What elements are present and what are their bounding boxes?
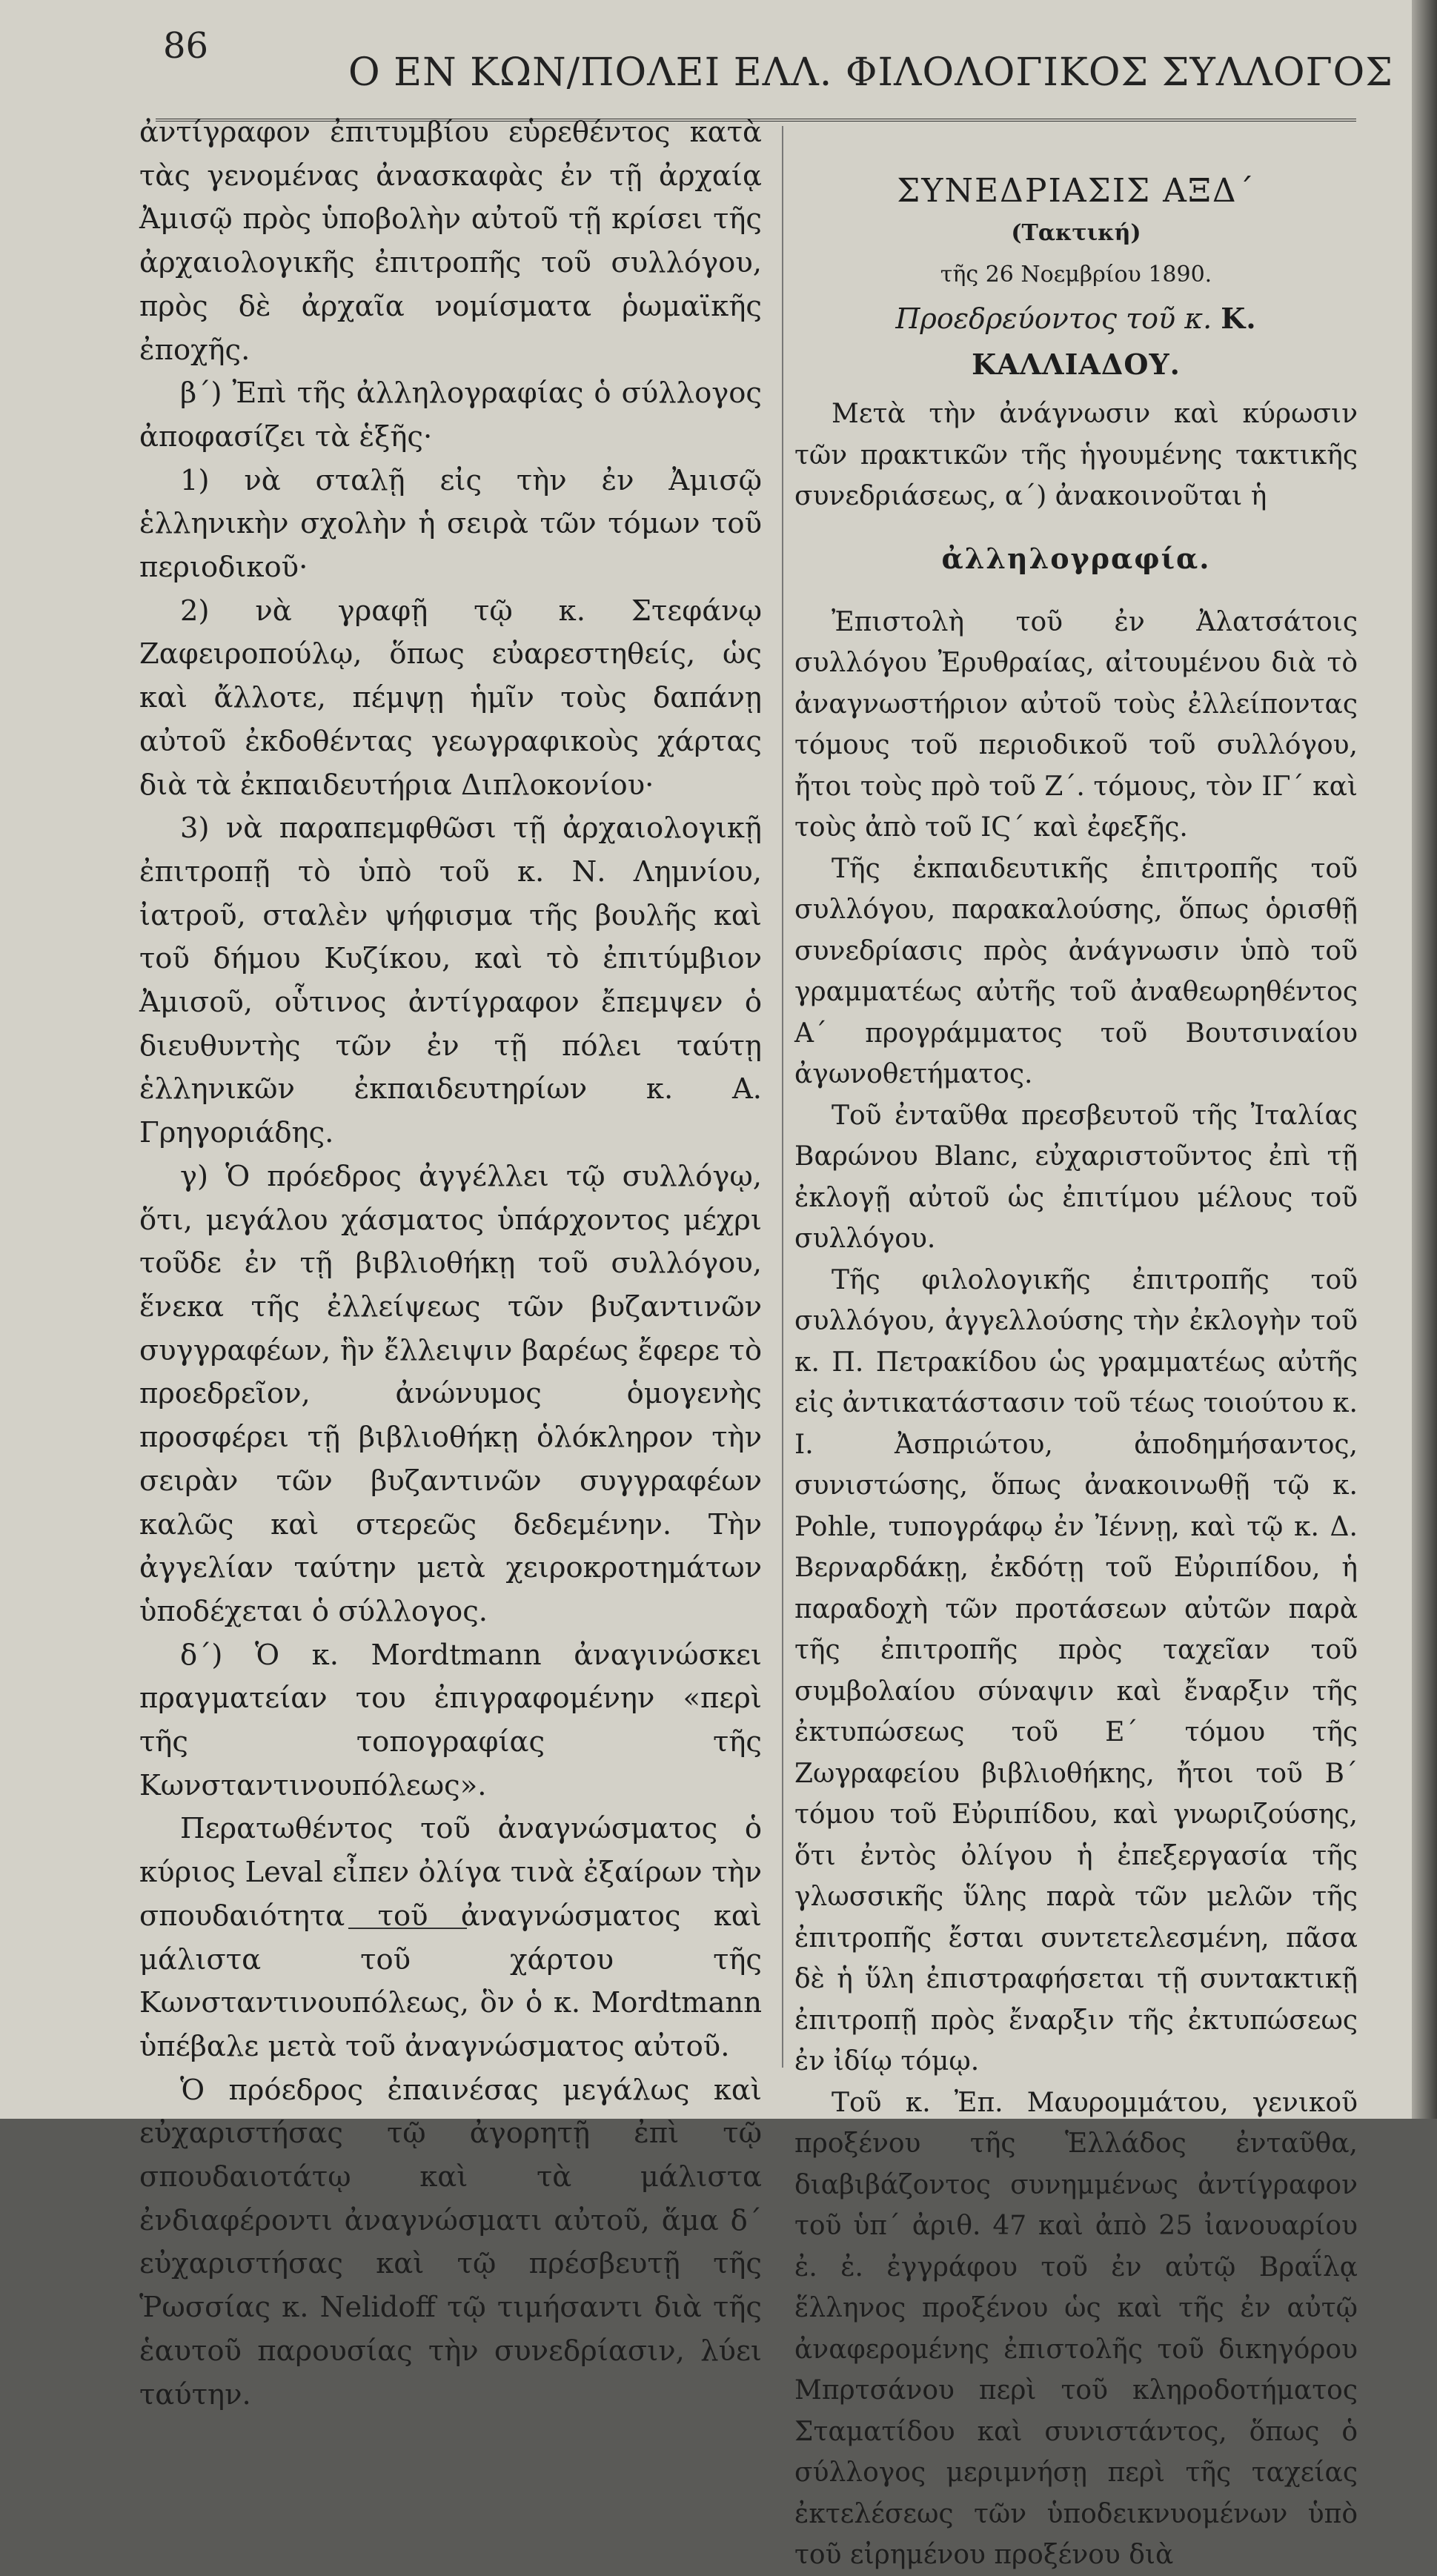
paragraph: Περατωθέντος τοῦ ἀναγνώσματος ὁ κύριος Leval εἶπεν ὀλίγα τινὰ ἐξαίρων τὴν σπουδαιότητα τοῦ ἀναγνώσματος καὶ μάλιστα τοῦ χάρτου τῆς Κωνσταντινουπόλεως, ὃν ὁ κ. Mordtmann ὑπέβαλε μετὰ τοῦ ἀναγνώσματος αὐτοῦ.: [139, 1812, 762, 2063]
paragraph: δ΄) Ὁ κ. Mordtmann ἀναγινώσκει πραγματείαν του ἐπιγραφομένην «περὶ τῆς τοπογραφίας τῆς Κωνσταντινουπόλεως».: [139, 1638, 762, 1802]
intro-paragraph: Μετὰ τὴν ἀνάγνωσιν καὶ κύρωσιν τῶν πρακτικῶν τῆς ἡγουμένης τακτικῆς συνεδριάσεως, α΄) ἀνακοινοῦται ἡ: [794, 399, 1358, 511]
page-number: 86: [163, 25, 209, 67]
paragraph: Ὁ πρόεδρος ἐπαινέσας μεγάλως καὶ εὐχαριστήσας τῷ ἀγορητῇ ἐπὶ τῷ σπουδαιοτάτῳ καὶ τὰ μάλιστα ἐνδιαφέροντι ἀναγνώσματι αὐτοῦ, ἅμα δ΄ εὐχαριστήσας καὶ τῷ πρέσβευτῇ τῆς Ῥωσσίας κ. Nelidoff τῷ τιμήσαντι διὰ τῆς ἑαυτοῦ παρουσίας τὴν συνεδρίασιν, λύει ταύτην.: [139, 2073, 762, 2411]
right-column: [794, 159, 1358, 2570]
paragraph: 1) νὰ σταλῇ εἰς τὴν ἐν Ἀμισῷ ἑλληνικὴν σχολὴν ἡ σειρὰ τῶν τόμων τοῦ περιοδικοῦ·: [139, 463, 762, 585]
column-divider: [782, 126, 783, 2068]
paragraph: γ) Ὁ πρόεδρος ἀγγέλλει τῷ συλλόγῳ, ὅτι, μεγάλου χάσματος ὑπάρχοντος μέχρι τοῦδε ἐν τῇ βιβλιοθήκῃ τοῦ συλλόγου, ἕνεκα τῆς ἐλλείψεως τῶν βυζαντινῶν συγγραφέων, ἣν ἔλλειψιν βαρέως ἔφερε τὸ προεδρεῖον, ἀνώνυμος ὁμογενὴς προσφέρει τῇ βιβλιοθήκῃ ὁλόκληρον τὴν σειρὰν τῶν βυζαντινῶν συγγραφέων καλῶς καὶ στερεῶς δεδεμένην. Τὴν ἀγγελίαν ταύτην μετὰ χειροκροτημάτων ὑποδέχεται ὁ σύλλογος.: [139, 1159, 762, 1628]
session-date: τῆς 26 Νοεμβρίου 1890.: [940, 262, 1212, 288]
left-column: [139, 111, 762, 2411]
paragraph: β΄) Ἐπὶ τῆς ἀλληλογραφίας ὁ σύλλογος ἀποφασίζει τὰ ἑξῆς·: [139, 376, 762, 454]
session-chair: [794, 296, 1358, 388]
paragraph: Τῆς φιλολογικῆς ἐπιτροπῆς τοῦ συλλόγου, ἀγγελλούσης τὴν ἐκλογὴν τοῦ κ. Π. Πετρακίδου ὡς γραμματέως αὐτῆς εἰς ἀντικατάστασιν τοῦ τέως τοιούτου κ. Ι. Ἀσπριώτου, ἀποδημήσαντος, συνιστώσης, ὅπως ἀνακοινωθῇ τῷ κ. Pohle, τυπογράφῳ ἐν Ἰέννῃ, καὶ τῷ κ. Δ. Βερναρδάκῃ, ἐκδότῃ τοῦ Εὐριπίδου, ἡ παραδοχὴ τῶν προτάσεων αὐτῶν παρὰ τῆς ἐπιτροπῆς πρὸς ταχεῖαν τοῦ συμβολαίου σύναψιν καὶ ἔναρξιν τῆς ἐκτυπώσεως τοῦ Ε΄ τόμου τῆς Ζωγραφείου βιβλιοθήκης, ἤτοι τοῦ Β΄ τόμου τοῦ Εὐριπίδου, καὶ γνωριζούσης, ὅτι ἐντὸς ὀλίγου ἡ ἐπεξεργασία τῆς γλωσσικῆς ὕλης παρὰ τῶν μελῶν τῆς ἐπιτροπῆς ἔσται συντετελεσμένη, πᾶσα δὲ ἡ ὕλη ἐπιστραφήσεται τῇ συντακτικῇ ἐπιτροπῇ πρὸς ἔναρξιν τῆς ἐκτυπώσεως ἐν ἰδίῳ τόμῳ.: [794, 1264, 1358, 2077]
page-edge-shadow: [1412, 0, 1437, 2119]
paragraph: Ἐπιστολὴ τοῦ ἐν Ἀλατσάτοις συλλόγου Ἐρυθραίας, αἰτουμένου διὰ τὸ ἀναγνωστήριον αὐτοῦ τοὺς ἐλλείποντας τόμους τοῦ περιοδικοῦ τοῦ συλλόγου, ἤτοι τοὺς πρὸ τοῦ Ζ΄. τόμους, τὸν ΙΓ΄ καὶ τοὺς ἀπὸ τοῦ ΙϚ΄ καὶ ἐφεξῆς.: [794, 606, 1358, 843]
paragraph: Τοῦ κ. Ἐπ. Μαυρομμάτου, γενικοῦ προξένου τῆς Ἑλλάδος ἐνταῦθα, διαβιβάζοντος συνημμένως ἀντίγραφον τοῦ ὑπ΄ ἀριθ. 47 καὶ ἀπὸ 25 ἰανουαρίου ἐ. ἐ. ἐγγράφου τοῦ ἐν αὐτῷ Βραΐλᾳ ἕλληνος προξένου ὡς καὶ τῆς ἐν αὐτῷ ἀναφερομένης ἐπιστολῆς τοῦ δικηγόρου Μπρτσάνου περὶ τοῦ κληροδοτήματος Σταματίδου καὶ συνιστάντος, ὅπως ὁ σύλλογος μεριμνήσῃ περὶ τῆς ταχείας ἐκτελέσεως τῶν ὑποδεικνυομένων ὑπὸ τοῦ εἰρημένου προξένου διὰ: [794, 2087, 1358, 2570]
running-head: [163, 18, 1394, 99]
paragraph: ἀντίγραφον ἐπιτυμβίου εὑρεθέντος κατὰ τὰς γενομένας ἀνασκαφὰς ἐν τῇ ἀρχαίᾳ Ἀμισῷ πρὸς ὑποβολὴν αὐτοῦ τῇ κρίσει τῆς ἀρχαιολογικῆς ἐπιτροπῆς τοῦ συλλόγου, πρὸς δὲ ἀρχαῖα νομίσματα ῥωμαϊκῆς ἐποχῆς.: [139, 116, 762, 367]
paragraph: 2) νὰ γραφῇ τῷ κ. Στεφάνῳ Ζαφειροπούλῳ, ὅπως εὐαρεστηθείς, ὡς καὶ ἄλλοτε, πέμψῃ ἡμῖν τοὺς δαπάνῃ αὐτοῦ ἐκδοθέντας γεωγραφικοὺς χάρτας διὰ τὰ ἐκπαιδευτήρια Διπλοκονίου·: [139, 594, 762, 802]
end-of-section-rule: [348, 1928, 467, 1929]
paragraph: Τοῦ ἐνταῦθα πρεσβευτοῦ τῆς Ἰταλίας Βαρώνου Blanc, εὐχαριστοῦντος ἐπὶ τῇ ἐκλογῇ αὐτοῦ ὡς ἐπιτίμου μέλους τοῦ συλλόγου.: [794, 1100, 1358, 1254]
session-title: ΣΥΝΕΔΡΙΑΣΙΣ ΑΞΔ΄: [897, 172, 1255, 210]
section-heading: ἀλληλογραφία.: [941, 541, 1211, 575]
chair-prefix: Προεδρεύοντος τοῦ κ.: [895, 302, 1212, 335]
chair-name: Κ. ΚΑΛΛΙΑΔΟΥ.: [972, 302, 1257, 381]
running-title: Ο ΕΝ ΚΩΝ/ΠΟΛΕΙ ΕΛΛ. ΦΙΛΟΛΟΓΙΚΟΣ ΣΥΛΛΟΓΟΣ: [348, 50, 1394, 95]
paragraph: 3) νὰ παραπεμφθῶσι τῇ ἀρχαιολογικῇ ἐπιτροπῇ τὸ ὑπὸ τοῦ κ. Ν. Λημνίου, ἰατροῦ, σταλὲν ψήφισμα τῆς βουλῆς καὶ τοῦ δήμου Κυζίκου, καὶ τὸ ἐπιτύμβιον Ἀμισοῦ, οὗτινος ἀντίγραφον ἔπεμψεν ὁ διευθυντὴς τῶν ἐν τῇ πόλει ταύτῃ ἑλληνικῶν ἐκπαιδευτηρίων κ. Α. Γρηγοριάδης.: [139, 811, 762, 1150]
session-type: (Τακτική): [1011, 220, 1141, 246]
paragraph: Τῆς ἐκπαιδευτικῆς ἐπιτροπῆς τοῦ συλλόγου, παρακαλούσης, ὅπως ὁρισθῇ συνεδρίασις πρὸς ἀνάγνωσιν ὑπὸ τοῦ γραμματέως αὐτῆς τοῦ ἀναθεωρηθέντος Α΄ προγράμματος τοῦ Βουτσιναίου ἀγωνοθετήματος.: [794, 853, 1358, 1089]
